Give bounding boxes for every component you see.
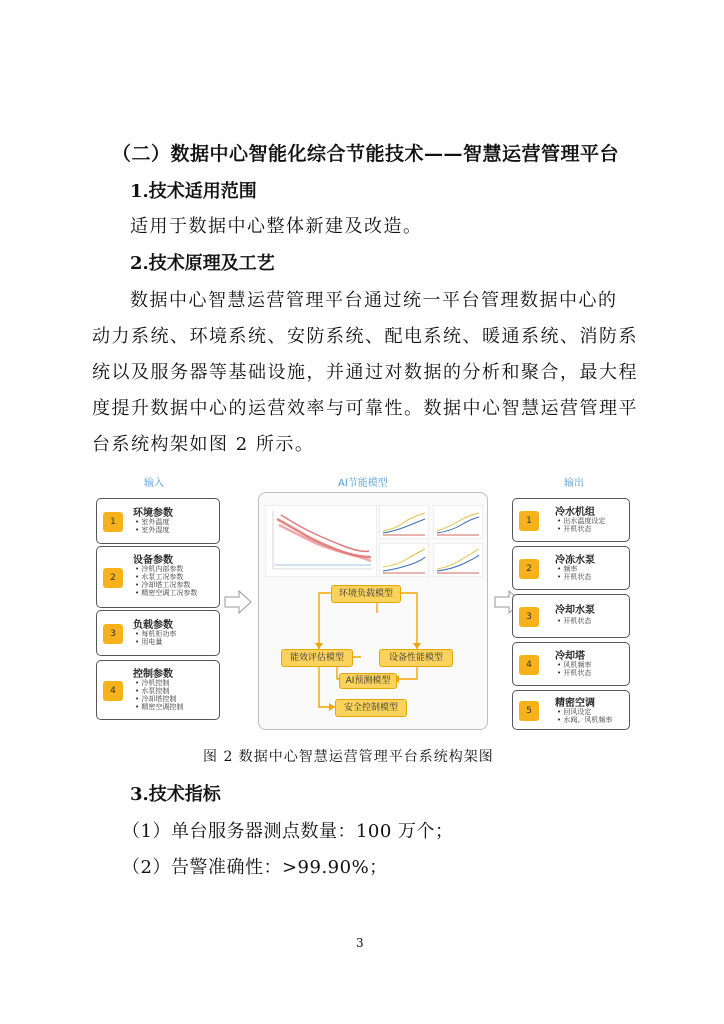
output-header: 输出 [564,478,584,489]
output-item: • 风机频率 [557,661,591,669]
input-header: 输入 [144,478,164,489]
output-title: 冷冻水泵 [555,555,595,566]
input-item: • 室外温度 [135,518,169,526]
input-item: • 冷却塔工况参数 [135,581,197,589]
node-efficiency-eval: 能效评估模型 [281,649,353,667]
input-badge: 3 [103,624,123,644]
output-item: • 开机状态 [557,669,591,677]
input-item: • 每机柜功率 [135,630,176,638]
sec1-title: 1.技术适用范围 [130,181,257,202]
input-card-load [96,610,220,656]
sec3-title: 3.技术指标 [130,784,221,805]
sec2-line-2: 动力系统、环境系统、安防系统、配电系统、暖通系统、消防系 [92,326,638,347]
output-item: • 出水温度设定 [557,517,605,525]
output-card-cooling-tower [512,642,630,686]
output-badge: 4 [519,655,539,675]
ai-model-panel [258,492,488,730]
input-item: • 冷却塔控制 [135,695,183,703]
sec2-line-5: 台系统构架如图 2 所示。 [92,434,315,455]
node-env-load: 环境负载模型 [331,585,401,603]
section-heading: （二）数据中心智能化综合节能技术——智慧运营管理平台 [112,143,620,165]
input-title: 控制参数 [133,669,173,680]
output-item: • 回风设定 [557,708,612,716]
output-item: • 开机状态 [557,525,605,533]
output-card-cooling-pump [512,594,630,638]
sec2-line-4: 度提升数据中心的运营效率与可靠性。数据中心智慧运营管理平 [92,398,638,419]
output-title: 冷却水泵 [555,605,595,616]
output-badge: 2 [519,559,539,579]
output-title: 精密空调 [555,698,595,709]
node-device-perf: 设备性能模型 [379,649,453,667]
input-card-env [96,498,220,544]
flow-arrow-icon [224,590,252,614]
output-item: • 水阀、风机频率 [557,716,612,724]
sec1-text: 适用于数据中心整体新建及改造。 [130,216,423,237]
model-header: AI节能模型 [338,478,388,489]
node-safety-control: 安全控制模型 [335,699,407,717]
node-ai-predict: AI预测模型 [339,673,397,689]
output-card-precision-ac [512,690,630,730]
input-item: • 水泵工况参数 [135,573,197,581]
input-badge: 2 [103,568,123,588]
input-item: • 室外湿度 [135,526,169,534]
output-item: • 频率 [557,565,591,573]
figure-caption: 图 2 数据中心智慧运营管理平台系统构架图 [203,749,494,765]
output-title: 冷水机组 [555,507,595,518]
sec2-line-3: 统以及服务器等基础设施，并通过对数据的分析和聚合，最大程 [92,362,638,383]
output-item: • 开机状态 [557,617,591,625]
model-connectors [259,493,489,731]
sec3-item-2: （2）告警准确性：>99.90%； [122,857,388,878]
output-item: • 开机状态 [557,573,591,581]
input-item: • 水泵控制 [135,687,183,695]
input-title: 负载参数 [133,620,173,631]
input-item: • 冷机控制 [135,679,183,687]
output-badge: 1 [519,511,539,531]
input-item: • 用电量 [135,638,176,646]
sec3-item-1: （1）单台服务器测点数量：100 万个； [122,821,454,842]
output-badge: 5 [519,701,539,721]
input-item: • 冷机内部参数 [135,565,197,573]
sec2-title: 2.技术原理及工艺 [130,253,275,274]
output-badge: 3 [519,607,539,627]
architecture-figure [92,472,632,734]
input-item: • 精密空调工况参数 [135,589,197,597]
output-card-chilled-pump [512,546,630,590]
page-number: 3 [356,936,364,950]
input-title: 环境参数 [133,508,173,519]
input-title: 设备参数 [133,555,173,566]
input-badge: 1 [103,512,123,532]
input-card-device [96,546,220,608]
sec2-line-1: 数据中心智慧运营管理平台通过统一平台管理数据中心的 [130,290,618,311]
output-card-chiller [512,498,630,542]
input-item: • 精密空调控制 [135,703,183,711]
output-title: 冷却塔 [555,651,585,662]
input-badge: 4 [103,681,123,701]
input-card-control [96,660,220,720]
